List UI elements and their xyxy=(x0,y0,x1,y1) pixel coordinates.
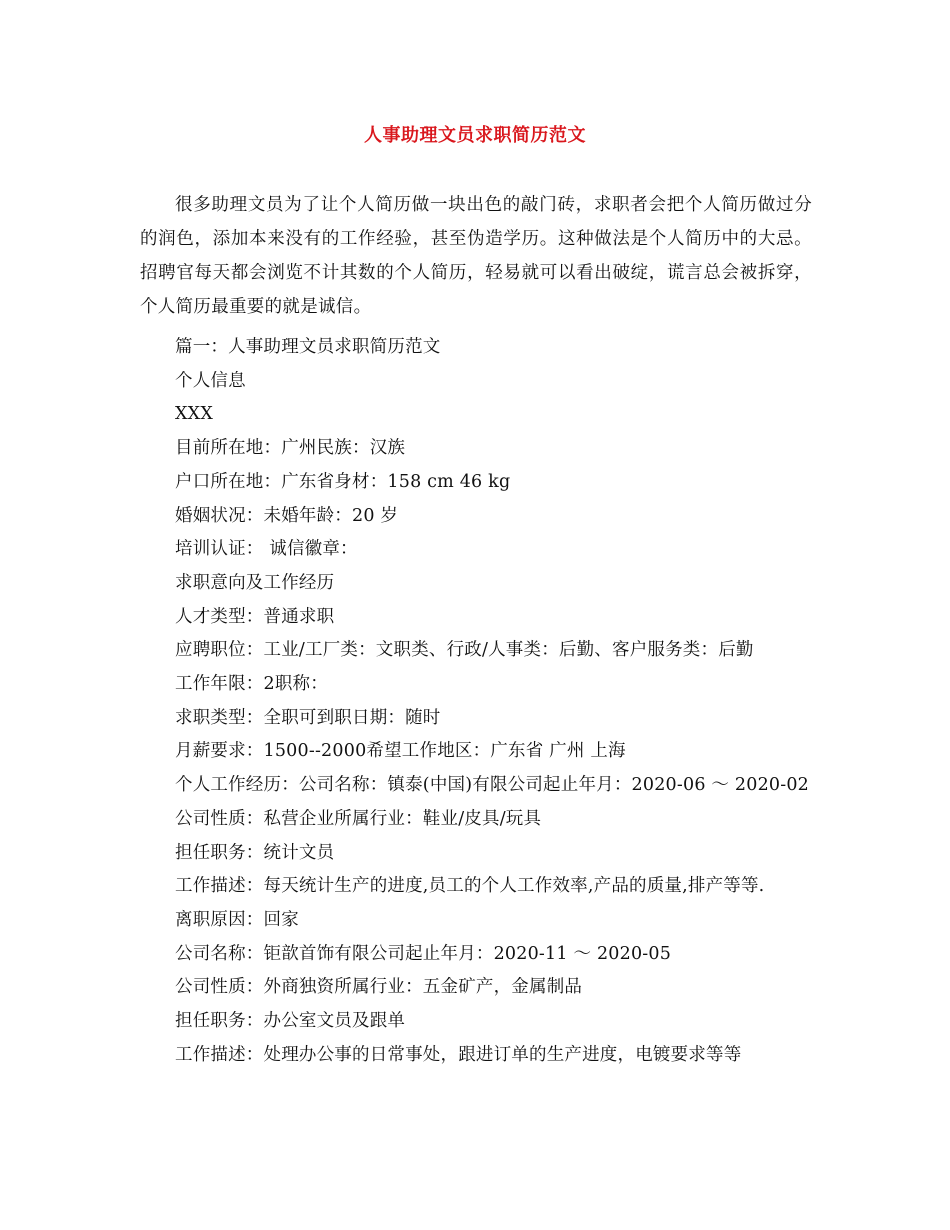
name-line: XXX xyxy=(175,404,213,425)
company-name-line: 公司名称：钜歆首饰有限公司起止年月：2020-11 ～ 2020-05 xyxy=(175,943,672,964)
work-history-line: 个人工作经历：公司名称：镇泰(中国)有限公司起止年月：2020-06 ～ 2020-02 xyxy=(175,775,810,796)
leave-reason-line: 离职原因：回家 xyxy=(175,909,299,930)
job-description-line-2: 工作描述：处理办公事的日常事处，跟进订单的生产进度，电镀要求等等 xyxy=(175,1044,742,1065)
work-years-line: 工作年限：2职称： xyxy=(175,674,328,695)
document-title: 人事助理文员求职简历范文 xyxy=(364,125,586,146)
company-nature-line-2: 公司性质：外商独资所属行业：五金矿产，金属制品 xyxy=(175,977,583,998)
location-line: 目前所在地：广州民族：汉族 xyxy=(175,438,406,459)
resume-lines xyxy=(140,331,820,1072)
section-heading-job-intent: 求职意向及工作经历 xyxy=(175,572,335,593)
job-title-line-2: 担任职务：办公室文员及跟单 xyxy=(175,1011,406,1032)
position-line: 应聘职位：工业/工厂类：文职类、行政/人事类：后勤、客户服务类：后勤 xyxy=(175,640,754,661)
salary-line: 月薪要求：1500--2000希望工作地区：广东省 广州 上海 xyxy=(175,741,626,762)
certification-line: 培训认证： 诚信徽章： xyxy=(175,539,358,560)
company-nature-line: 公司性质：私营企业所属行业：鞋业/皮具/玩具 xyxy=(175,808,542,829)
section-heading-personal-info: 个人信息 xyxy=(175,370,246,391)
residence-line: 户口所在地：广东省身材：158 cm 46 kg xyxy=(175,471,511,492)
section-heading-sample: 篇一：人事助理文员求职简历范文 xyxy=(175,337,441,357)
talent-type-line: 人才类型：普通求职 xyxy=(175,606,335,627)
intro-paragraph: 很多助理文员为了让个人简历做一块出色的敲门砖，求职者会把个人简历做过分的润色，添加本来没有的工作经验，甚至伪造学历。这种做法是个人简历中的大忌。招聘官每天都会浏览不计其数的个人简历，轻易就可以看出破绽，谎言总会被拆穿，个人简历最重要的就是诚信。 xyxy=(140,195,812,317)
job-description-line: 工作描述：每天统计生产的进度,员工的个人工作效率,产品的质量,排产等等. xyxy=(175,876,765,897)
marital-line: 婚姻状况：未婚年龄：20 岁 xyxy=(175,505,399,526)
job-title-line: 担任职务：统计文员 xyxy=(175,842,335,863)
job-type-line: 求职类型：全职可到职日期：随时 xyxy=(175,707,441,728)
